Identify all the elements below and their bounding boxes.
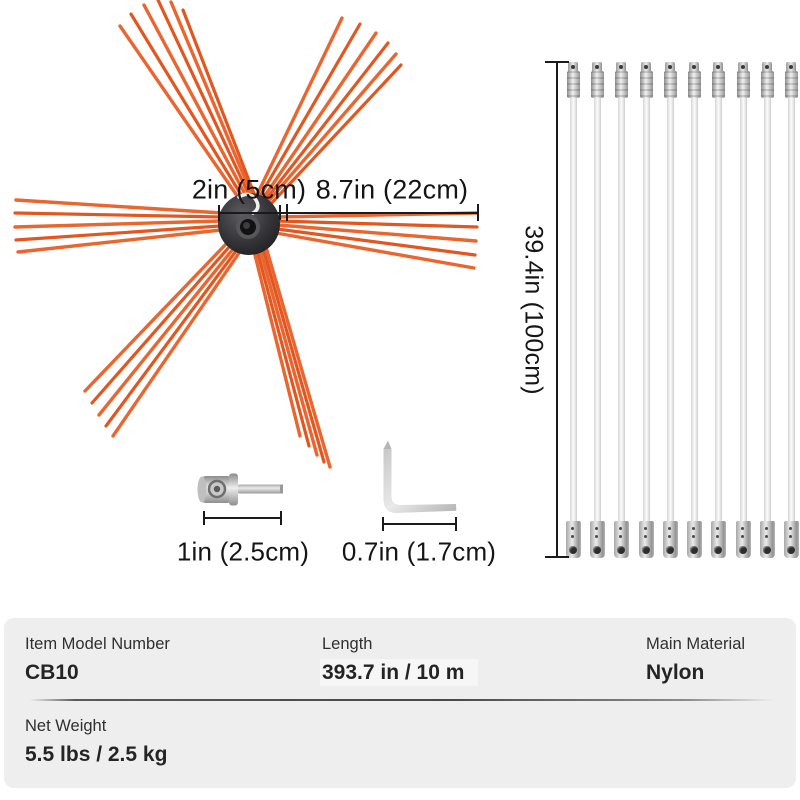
rod-dimension-line [556,62,558,557]
dim-tick [382,517,384,531]
hexkey-dimension-line [383,523,456,525]
extension-rod [687,62,702,558]
extension-rod [590,62,605,558]
rod-bottom-connector [614,521,629,558]
adapter-dimension-line [204,517,281,519]
spec-panel [4,618,796,788]
rods-row [566,62,799,558]
spec-length-value [322,660,478,686]
rod-bottom-connector [760,521,775,558]
extension-rod [663,62,678,558]
dim-tick [203,511,205,525]
extension-rod [566,62,581,558]
dim-tick [455,517,457,531]
rod-top-connector [640,71,653,98]
rod-bottom-connector [711,521,726,558]
rod-bottom-connector [639,521,654,558]
extension-rod [736,62,751,558]
rod-top-connector [761,71,774,98]
drill-adapter [198,474,284,506]
spec-net-weight [25,716,167,768]
rod-tube [667,98,674,521]
rod-top-connector [688,71,701,98]
spec-length-label: Length [322,635,373,653]
brush-head-illustration [0,0,520,480]
rod-tube [740,98,747,521]
spec-length-value-text: 393.7 in / 10 m [320,659,478,686]
rod-tube [788,98,795,521]
spec-net-weight-value: 5.5 lbs / 2.5 kg [25,743,168,766]
extension-rod [639,62,654,558]
rod-bottom-connector [687,521,702,558]
spec-net-weight-label: Net Weight [25,717,107,735]
spec-material [646,634,745,686]
spec-divider [30,699,774,701]
rod-top-connector [737,71,750,98]
spec-material-value: Nylon [646,661,705,684]
dim-tick [280,511,282,525]
rod-top-connector [615,71,628,98]
brush-outer-dimension-label: 8.7in (22cm) [315,174,469,205]
rod-tube [715,98,722,521]
dim-tick [218,205,220,221]
dim-tick [286,204,288,221]
spec-material-label: Main Material [646,635,746,653]
rod-top-connector [785,71,798,98]
rod-bottom-connector [784,521,799,558]
hexkey-dimension-label: 0.7in (1.7cm) [341,536,497,567]
dim-tick [477,204,479,221]
extension-rod [711,62,726,558]
rod-top-connector [591,71,604,98]
dim-tick [279,205,281,220]
dim-cap [545,556,569,558]
extension-rod [614,62,629,558]
extension-rod [760,62,775,558]
rod-tube [643,98,650,521]
hex-key [384,441,457,514]
rod-bottom-connector [663,521,678,558]
extension-rod [784,62,799,558]
rod-bottom-connector [566,521,581,558]
brush-dimension-line [219,212,478,214]
rod-top-connector [567,71,580,98]
rod-bottom-connector [590,521,605,558]
spec-item-model-label: Item Model Number [25,635,170,653]
rod-bottom-connector [736,521,751,558]
rod-tube [570,98,577,521]
rod-tube [618,98,625,521]
spec-item-model [25,634,170,686]
rod-length-dimension-label: 39.4in (100cm) [519,225,548,395]
rod-top-connector [664,71,677,98]
adapter-dimension-label: 1in (2.5cm) [176,536,310,567]
rod-tube [764,98,771,521]
rod-top-connector [712,71,725,98]
dim-cap [545,61,569,63]
spec-item-model-value: CB10 [25,661,79,684]
rod-tube [594,98,601,521]
spec-length [322,634,478,686]
brush-inner-dimension-label: 2in (5cm) [191,174,307,205]
rod-tube [691,98,698,521]
